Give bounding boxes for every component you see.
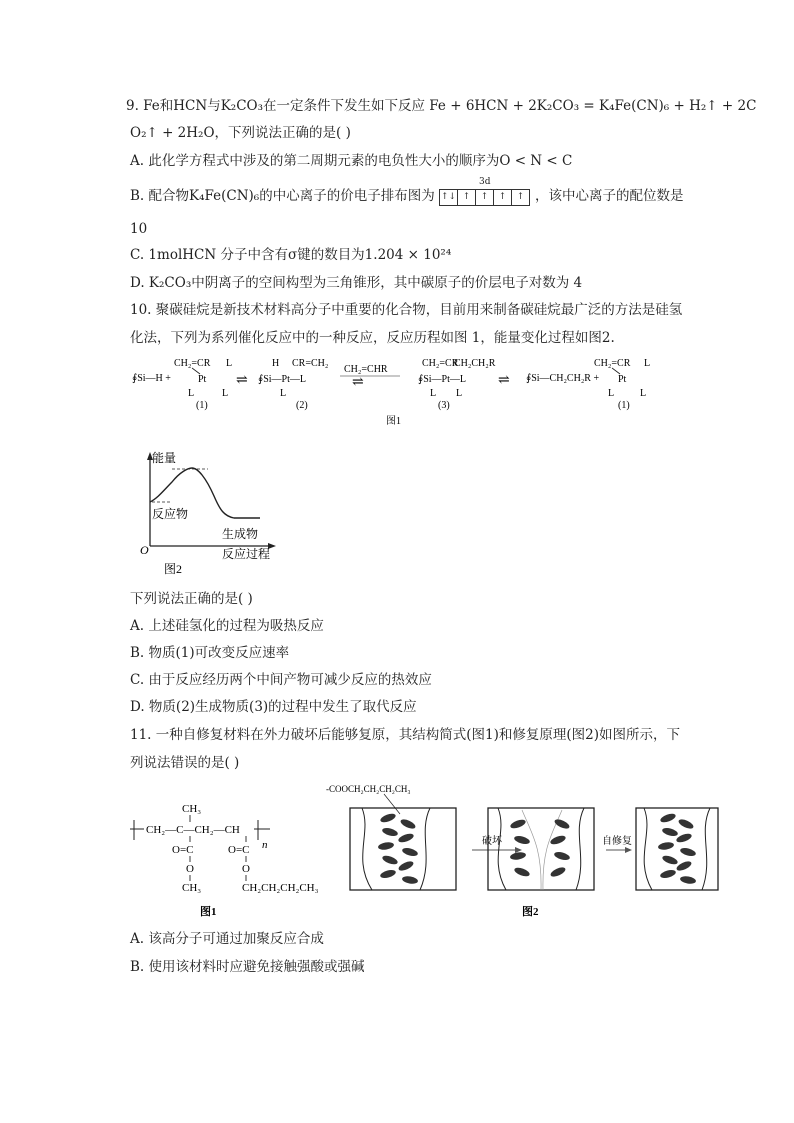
q9-option-b-prefix: B. 配合物K₄Fe(CN)₆的中心离子的价电子排布图为 — [130, 188, 435, 204]
methyl-ester: CH₃ — [182, 882, 202, 894]
svg-text:⇌: ⇌ — [352, 375, 364, 390]
methyl-top: CH₃ — [182, 803, 202, 815]
q11-structural-formula — [130, 798, 340, 922]
orbital-label: 3d — [479, 177, 491, 187]
polymer-backbone: CH₂—C—CH₂—CH — [146, 824, 240, 836]
q10-stem-line1: 10. 聚碳硅烷是新技术材料高分子中重要的化合物，目前用来制备碳硅烷最广泛的方法是硅氢 — [130, 302, 683, 318]
q10-option-c: C. 由于反应经历两个中间产物可减少反应的热效应 — [130, 672, 432, 688]
q10-energy-diagram — [134, 446, 284, 578]
q11-stem-line2: 列说法错误的是( ) — [130, 755, 240, 771]
q11-stem-line1: 11. 一种自修复材料在外力破坏后能够复原，其结构简式(图1)和修复原理(图2)如图所示，下 — [130, 727, 681, 743]
complex1-label: (1) — [196, 400, 208, 411]
q10-option-a: A. 上述硅氢化的过程为吸热反应 — [130, 618, 324, 634]
figure2-caption: 图2 — [164, 562, 183, 576]
q9-stem-line1: 9. Fe和HCN与K₂CO₃在一定条件下发生如下反应 Fe + 6HCN + 2K₂CO₃ = K₄Fe(CN)₆ + H₂↑ + 2C — [126, 98, 757, 114]
q11-option-b: B. 使用该材料时应避免接触强酸或强碱 — [130, 959, 365, 975]
butyl-ester: CH₂CH₂CH₂CH₃ — [242, 882, 319, 894]
orbital-box-5: ↑ — [516, 192, 525, 202]
q9-option-d: D. K₂CO₃中阴离子的空间构型为三角锥形，其中碳原子的价层电子对数为 4 — [130, 275, 583, 291]
self-healing-caption: 图2 — [522, 906, 539, 918]
q9-option-b-continued: 10 — [130, 221, 148, 237]
complex4-pt: Pt — [618, 374, 627, 385]
q9-option-c: C. 1molHCN 分子中含有σ键的数目为1.204 × 10²⁴ — [130, 247, 452, 263]
complex1-pt: Pt — [198, 374, 207, 385]
repeat-count: n — [262, 839, 268, 851]
q10-reaction-mechanism-figure — [130, 352, 670, 434]
q10-option-d: D. 物质(2)生成物质(3)的过程中发生了取代反应 — [130, 699, 417, 715]
q9-option-a: A. 此化学方程式中涉及的第二周期元素的电负性大小的顺序为O < N < C — [130, 153, 573, 169]
complex2-cr: CR=CH₂ — [292, 358, 329, 369]
q9-stem-line2: O₂↑ + 2H₂O，下列说法正确的是( ) — [130, 125, 351, 141]
hydrosilylation-product: ∮Si—CH₂CH₂R + — [526, 373, 600, 384]
silane-reactant: ∮Si—H + — [132, 373, 171, 384]
q10-prompt: 下列说法正确的是( ) — [130, 591, 253, 607]
repair-arrow-label: 自修复 — [602, 836, 632, 847]
orbital-box-4: ↑ — [494, 190, 512, 205]
orbital-box-2: ↑ — [458, 190, 476, 205]
complex3-ligand-a: L — [430, 388, 437, 399]
complex2-si-pt: ∮Si—Pt—L — [258, 374, 306, 385]
complex4-ligand-a: L — [644, 358, 651, 369]
ester-oxygen-2: O — [242, 863, 250, 875]
orbital-box-1: ↑↓ — [440, 190, 458, 205]
complex1-ligand-b: L — [188, 388, 195, 399]
q10-option-b: B. 物质(1)可改变反应速率 — [130, 645, 290, 661]
svg-text:⇌: ⇌ — [498, 373, 510, 388]
svg-text:⇌: ⇌ — [236, 373, 248, 388]
ester-oxygen-1: O — [186, 863, 194, 875]
complex2-label: (2) — [296, 400, 308, 411]
orbital-diagram — [439, 177, 531, 209]
reaction-progress-label: 反应过程 — [222, 547, 271, 561]
ester-group-label: -COOCH₂CH₂CH₂CH₃ — [326, 784, 411, 794]
reactant-label: 反应物 — [152, 507, 189, 521]
complex3-top-a: CH₂=CR — [422, 358, 459, 369]
complex3-si-pt: ∮Si—Pt—L — [418, 374, 466, 385]
origin-label: O — [140, 543, 149, 557]
complex3-label: (3) — [438, 400, 450, 411]
q11-self-healing-figure — [322, 778, 722, 923]
damage-arrow-label: 破坏 — [482, 836, 502, 847]
complex2-ligand: L — [280, 388, 287, 399]
complex1-ligand-a: L — [226, 358, 233, 369]
complex3-ligand-b: L — [456, 388, 463, 399]
energy-axis-label: 能量 — [152, 451, 177, 465]
complex1-ligand-c: L — [222, 388, 229, 399]
carbonyl-2: O=C — [228, 844, 250, 856]
structural-formula-caption: 图1 — [200, 906, 217, 918]
complex3-top-b: CH₂CH₂R — [454, 358, 496, 369]
complex2-h: H — [272, 358, 280, 369]
q10-stem-line2: 化法，下列为系列催化反应中的一种反应，反应历程如图 1，能量变化过程如图2. — [130, 330, 615, 346]
complex4-ligand-b: L — [608, 388, 615, 399]
q11-option-a: A. 该高分子可通过加聚反应合成 — [130, 931, 324, 947]
q9-option-b-suffix: ，该中心离子的配位数是 — [535, 188, 684, 204]
complex1-top: CH₂=CR — [174, 358, 211, 369]
complex4-top: CH₂=CR — [594, 358, 631, 369]
product-label: 生成物 — [222, 527, 259, 541]
complex4-label: (1) — [618, 400, 630, 411]
carbonyl-1: O=C — [172, 844, 194, 856]
orbital-box-3: ↑ — [476, 190, 494, 205]
alkene-reagent: CH₂=CHR — [344, 364, 388, 375]
figure1-caption: 图1 — [386, 416, 401, 427]
complex4-ligand-c: L — [640, 388, 647, 399]
